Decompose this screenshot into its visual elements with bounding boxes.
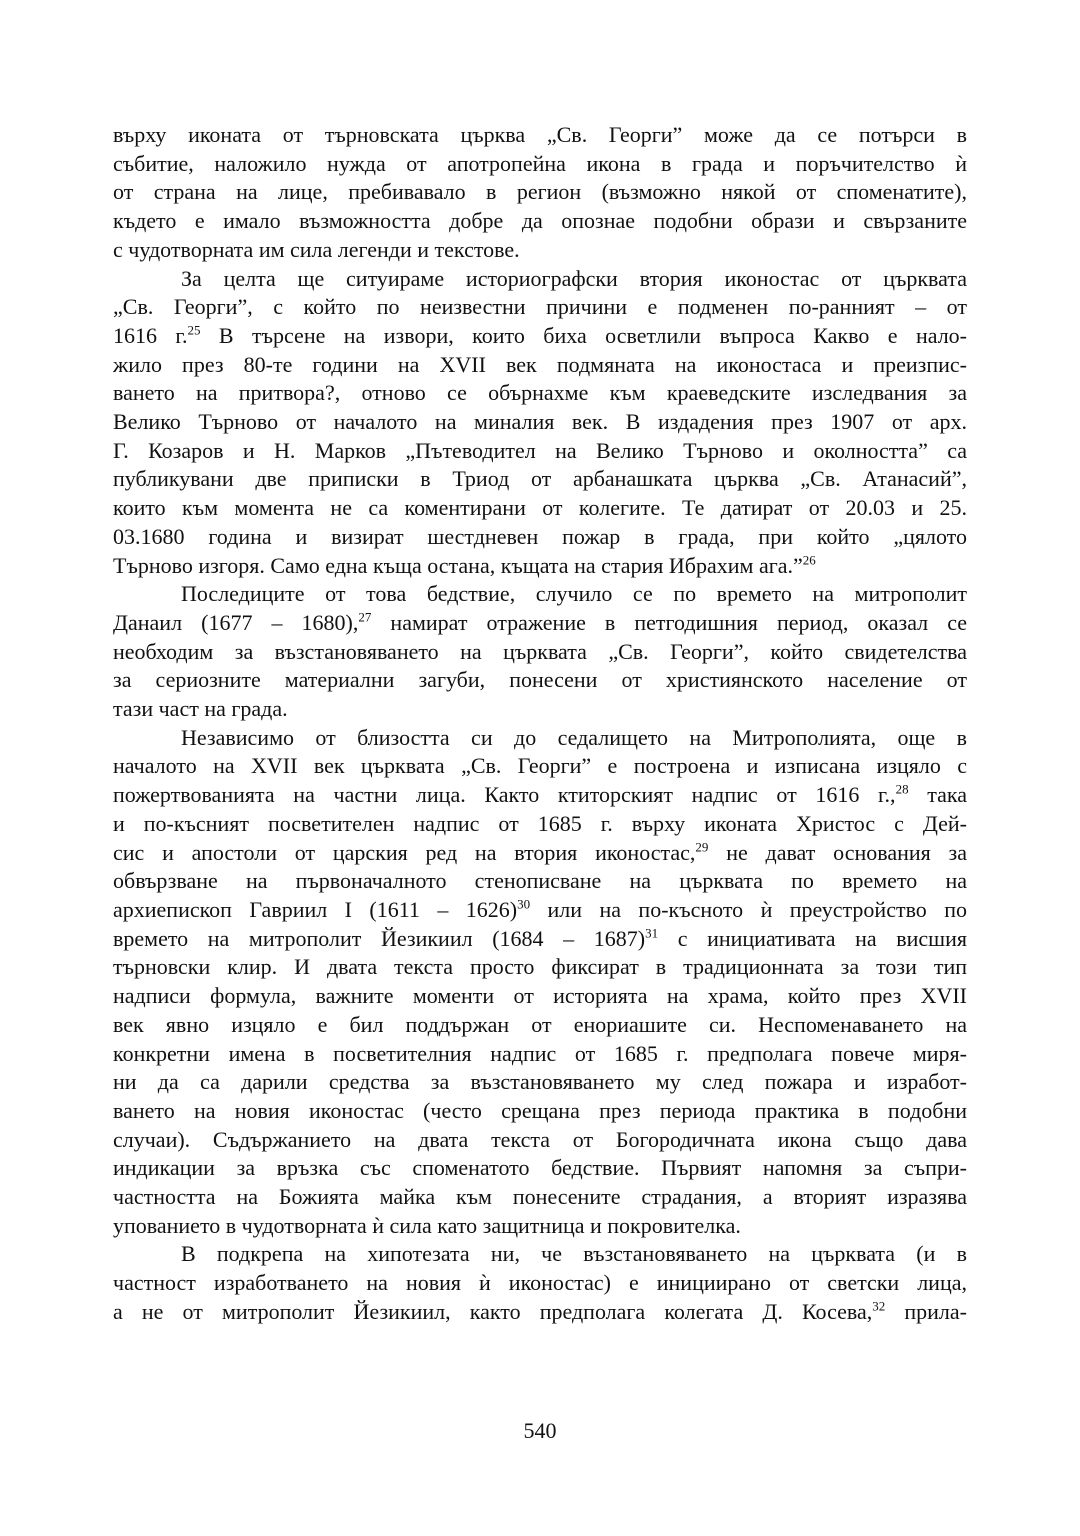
text-line: от страна на лице, пребивавало в регион (възможно някой от споменатите), (113, 179, 967, 205)
text-line: търновски клир. И двата текста просто фиксират в традиционната за този тип (113, 954, 967, 980)
text-line: „Св. Георги”, с който по неизвестни причини е подменен по-ранният – от (113, 294, 967, 320)
footnote-reference: 32 (872, 1298, 886, 1314)
footnote-reference: 27 (358, 609, 372, 625)
text-line: индикации за връзка със споменатото бедствие. Първият напомня за съпри- (113, 1155, 967, 1181)
text-line: началото на XVII век църквата „Св. Георги” е построена и изписана изцяло с (113, 753, 967, 779)
text-line: Г. Козаров и Н. Марков „Пътеводител на Велико Търново и околността” са (113, 437, 967, 463)
text-line: Независимо от близостта си до седалището на Митрополията, още в (181, 724, 967, 750)
text-line: частност изработването на новия ѝ иконостас) е инициирано от светски лица, (113, 1270, 967, 1296)
text-line: архиепископ Гавриил I (1611 – 1626)$^{30}$ или на по-късното ѝ преустройство по (113, 896, 967, 922)
text-line: В подкрепа на хипотезата ни, че възстановяването на църквата (и в (181, 1241, 967, 1267)
text-line: век явно изцяло е бил поддържан от енориашите си. Неспоменаването на (113, 1011, 967, 1037)
footnote-reference: 25 (187, 322, 201, 338)
text-line: където е имало възможността добре да опознае подобни образи и свързаните (113, 208, 967, 234)
text-line: ни да са дарили средства за възстановяването му след пожара и изработ- (113, 1069, 967, 1095)
text-line: ването на новия иконостас (често срещана през периода практика в подобни (113, 1097, 967, 1123)
text-line: Данаил (1677 – 1680),$^{27}$ намират отражение в петгодишния период, оказал се (113, 609, 967, 635)
text-line: упованието в чудотворната ѝ сила като защитница и покровителка. (113, 1212, 741, 1238)
paragraph (113, 724, 967, 1241)
text-line: частността на Божията майка към понесените страдания, а вторият изразява (113, 1184, 967, 1210)
text-line: публикувани две приписки в Триод от арбанашката църква „Св. Атанасий”, (113, 466, 967, 492)
text-line: обвързване на първоначалното стенописване на църквата по времето на (113, 868, 967, 894)
text-line: а не от митрополит Йезикиил, както предполага колегата Д. Косева,$^{32}$ прила- (113, 1298, 967, 1324)
text-block (113, 121, 967, 1327)
text-line: сис и апостоли от царския ред на втория иконостас,$^{29}$ не дават основания за (113, 839, 967, 865)
text-line: надписи формула, важните моменти от историята на храма, който през XVII (113, 983, 967, 1009)
text-line: с чудотворната им сила легенди и текстове. (113, 236, 520, 262)
text-line: Велико Търново от началото на миналия век. В издадения през 1907 от арх. (113, 409, 967, 435)
text-line: ването на притвора?, отново се обърнахме към краеведските изследвания за (113, 380, 967, 406)
paragraph (113, 1240, 967, 1326)
text-line: случаи). Съдържанието на двата текста от Богородичната икона също дава (113, 1126, 967, 1152)
text-line: 1616 г.$^{25}$ В търсене на извори, които биха осветлили въпроса Какво е нало- (113, 322, 967, 348)
text-line: 03.1680 година и визират шестдневен пожар в града, при който „цялото (113, 523, 967, 549)
text-line: необходим за възстановяването на църквата „Св. Георги”, който свидетелства (113, 638, 967, 664)
text-line: Последиците от това бедствие, случило се по времето на митрополит (181, 581, 967, 607)
paragraph (113, 121, 967, 265)
footnote-reference: 28 (895, 781, 909, 797)
page-number: 540 (523, 1418, 557, 1443)
footnote-reference: 30 (517, 896, 531, 912)
text-line: събитие, наложило нужда от апотропейна икона в града и поръчителство ѝ (113, 150, 967, 176)
paragraph (113, 265, 967, 581)
text-line: и по-късният посветителен надпис от 1685 г. върху иконата Христос с Дей- (113, 810, 967, 836)
footnote-reference: 26 (802, 552, 816, 568)
text-line: времето на митрополит Йезикиил (1684 – 1687)$^{31}$ с инициативата на висшия (113, 925, 967, 951)
text-line: върху иконата от търновската църква „Св. Георги” може да се потърси в (113, 122, 967, 147)
text-line: които към момента не са коментирани от колегите. Те датират от 20.03 и 25. (113, 495, 967, 521)
text-line: жило през 80-те години на XVII век подмяната на иконостаса и преизпис- (113, 351, 967, 377)
footnote-reference: 31 (645, 925, 659, 941)
text-line: пожертвованията на частни лица. Както ктиторският надпис от 1616 г.,$^{28}$ така (113, 781, 967, 808)
text-line: Търново изгоря. Само една къща остана, къщата на стария Ибрахим ага.”$^{26}$ (113, 552, 816, 578)
footnote-reference: 29 (695, 839, 709, 855)
text-line: конкретни имена в посветителния надпис от 1685 г. предполага повече миря- (113, 1040, 967, 1066)
text-line: за сериозните материални загуби, понесени от християнското население от (113, 667, 967, 693)
text-line: За целта ще ситуираме историографски втория иконостас от църквата (181, 265, 967, 291)
paragraph (113, 580, 967, 724)
text-line: тази част на града. (113, 696, 288, 722)
